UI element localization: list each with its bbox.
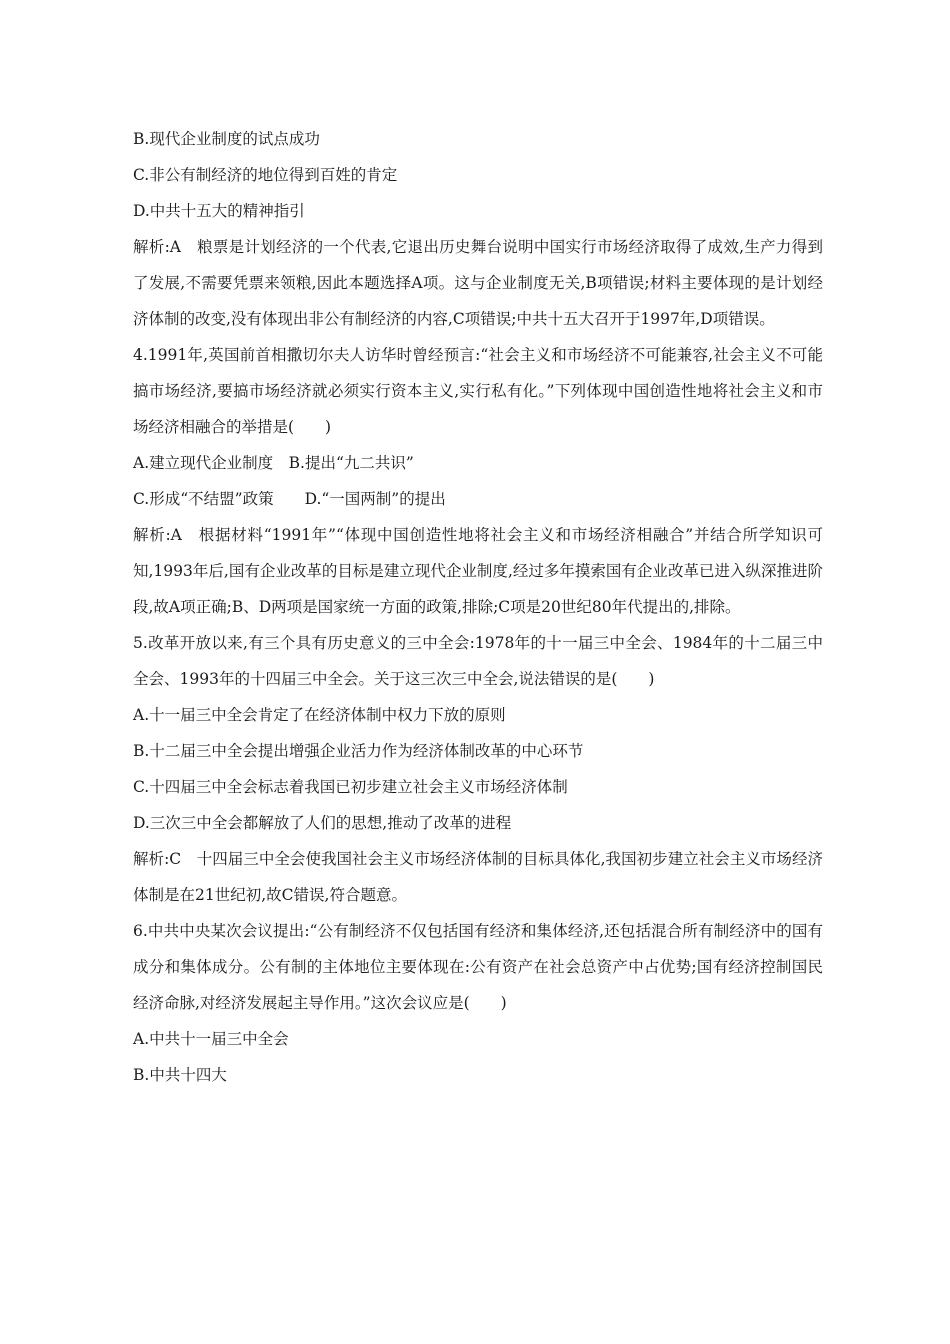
question-6: 6.中共中央某次会议提出:“公有制经济不仅包括国有经济和集体经济,还包括混合所有制经济中的国有成分和集体成分。公有制的主体地位主要体现在:公有资产在社会总资产中占优势;国有经济控制国民经济命脉,对经济发展起主导作用。”这次会议应是( ) [133,922,823,1012]
question-4-options-ab: A.建立现代企业制度 B.提出“九二共识” [133,454,414,472]
document-body [133,121,823,1093]
analysis-paragraph: 解析:A 根据材料“1991年”“体现中国创造性地将社会主义和市场经济相融合”并结合所学知识可知,1993年后,国有企业改革的目标是建立现代企业制度,经过多年摸索国有企业改革已进入纵深推进阶段,故A项正确;B、D两项是国家统一方面的政策,排除;C项是20世纪80年代提出的,排除。 [133,526,823,616]
question-5: 5.改革开放以来,有三个具有历史意义的三中全会:1978年的十一届三中全会、1984年的十二届三中全会、1993年的十四届三中全会。关于这三次三中全会,说法错误的是( ) [133,634,823,688]
analysis-paragraph: 解析:A 粮票是计划经济的一个代表,它退出历史舞台说明中国实行市场经济取得了成效,生产力得到了发展,不需要凭票来领粮,因此本题选择A项。这与企业制度无关,B项错误;材料主要体现的是计划经济体制的改变,没有体现出非公有制经济的内容,C项错误;中共十五大召开于1997年,D项错误。 [133,238,823,328]
question-5-option-d: D.三次三中全会都解放了人们的思想,推动了改革的进程 [133,814,512,832]
question-4-options-cd: C.形成“不结盟”政策 D.“一国两制”的提出 [133,490,446,508]
option-b: B.现代企业制度的试点成功 [133,130,320,148]
question-6-option-a: A.中共十一届三中全会 [133,1030,289,1048]
analysis-paragraph: 解析:C 十四届三中全会使我国社会主义市场经济体制的目标具体化,我国初步建立社会主义市场经济体制是在21世纪初,故C错误,符合题意。 [133,850,823,904]
question-5-option-b: B.十二届三中全会提出增强企业活力作为经济体制改革的中心环节 [133,742,584,760]
question-5-option-c: C.十四届三中全会标志着我国已初步建立社会主义市场经济体制 [133,778,568,796]
question-6-option-b: B.中共十四大 [133,1066,227,1084]
option-c: C.非公有制经济的地位得到百姓的肯定 [133,166,398,184]
question-4: 4.1991年,英国前首相撒切尔夫人访华时曾经预言:“社会主义和市场经济不可能兼容,社会主义不可能搞市场经济,要搞市场经济就必须实行资本主义,实行私有化。”下列体现中国创造性地将社会主义和市场经济相融合的举措是( ) [133,346,823,436]
option-d: D.中共十五大的精神指引 [133,202,305,220]
question-5-option-a: A.十一届三中全会肯定了在经济体制中权力下放的原则 [133,706,506,724]
